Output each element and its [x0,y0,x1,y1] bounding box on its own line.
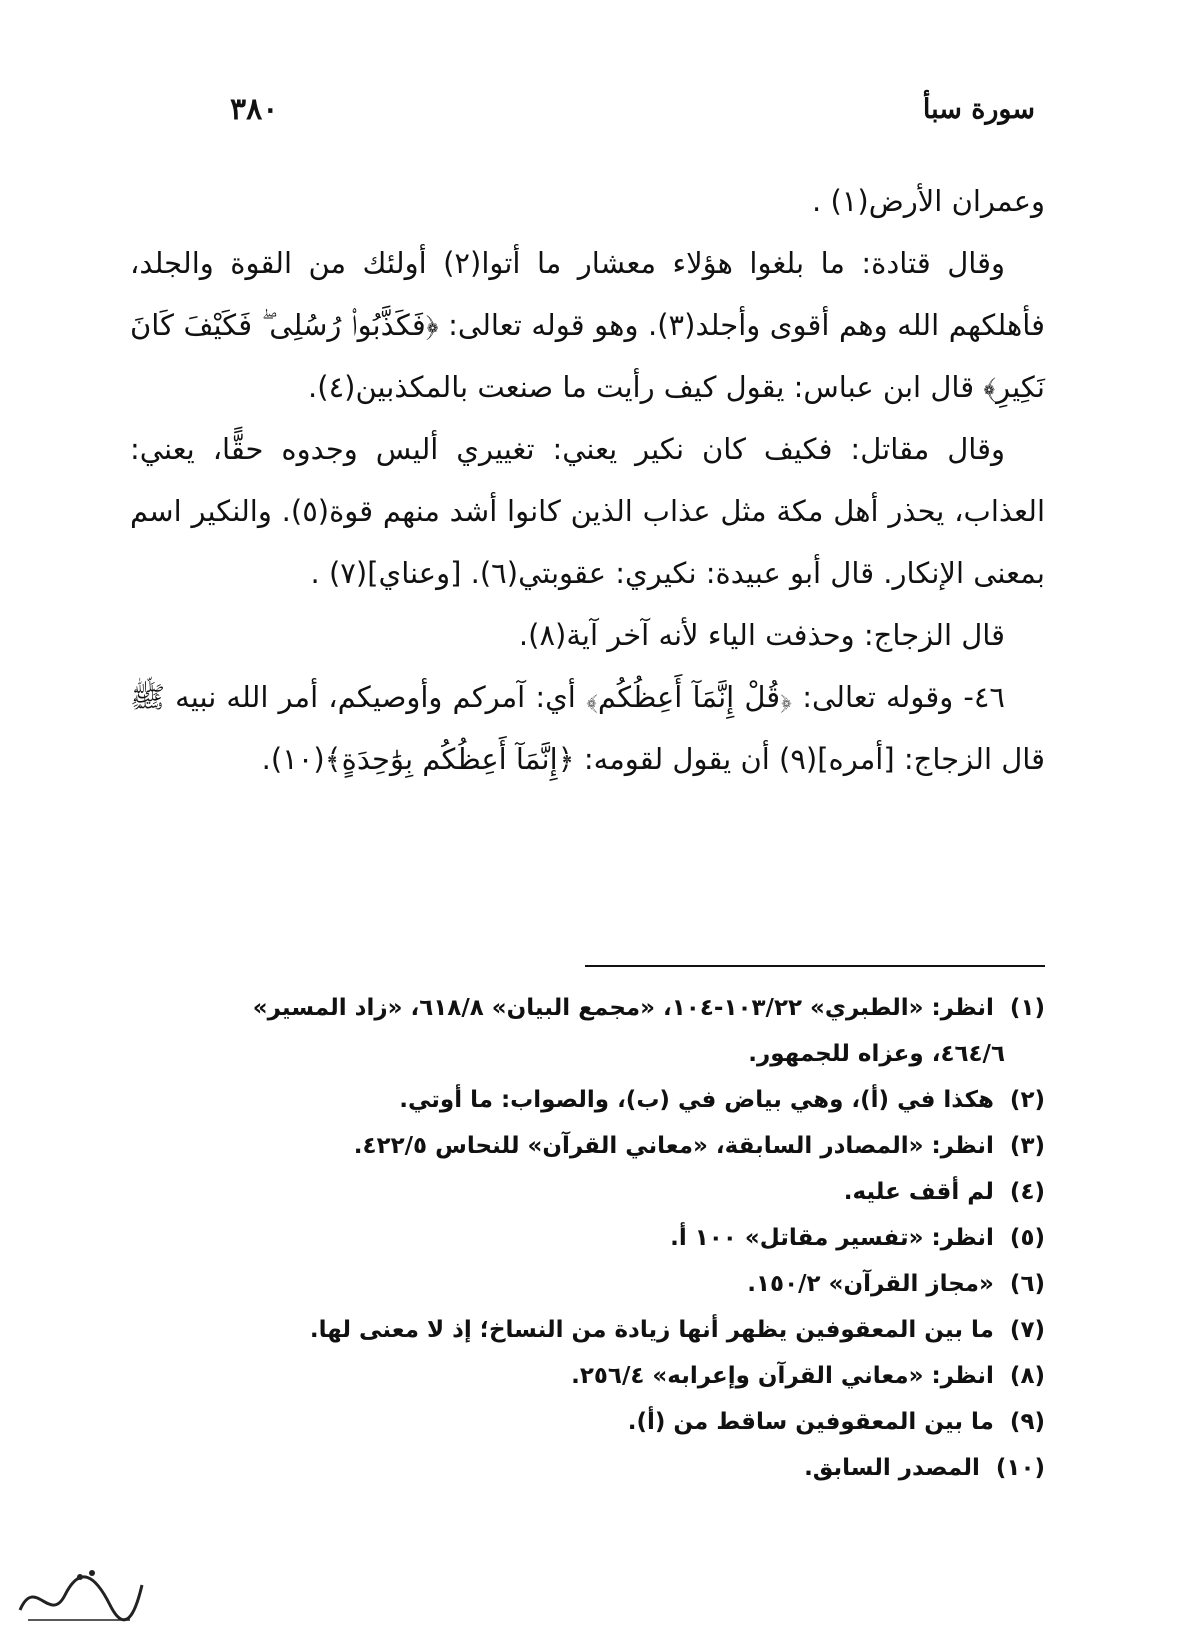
surah-title: سورة سبأ [922,94,1035,125]
footnote-number: (٣) [1009,1133,1045,1159]
footnote [130,1077,1045,1123]
footnote-text: انظر: «المصادر السابقة، «معاني القرآن» للنحاس ٤٢٢/٥. [353,1133,994,1159]
footnote-number: (٤) [1009,1179,1045,1205]
footnote-text: ما بين المعقوفين ساقط من (أ). [627,1409,994,1435]
footnote-number: (١) [1009,995,1045,1021]
paragraph: وعمران الأرض(١) . [812,184,1045,218]
footnote [130,1445,1045,1491]
footnote-text: انظر: «الطبري» ١٠٣/٢٢-١٠٤، «مجمع البيان» ٦١٨/٨، «زاد المسير» [252,995,994,1021]
footnote [130,1215,1045,1261]
footnote-text: ما بين المعقوفين يظهر أنها زيادة من النساخ؛ إذ لا معنى لها. [309,1317,994,1343]
footnote [130,1123,1045,1169]
paragraph: قال الزجاج: وحذفت الياء لأنه آخر آية(٨). [518,618,1005,652]
footnote-number: (١٠) [995,1455,1045,1481]
footnote-separator [585,965,1045,967]
footnote-number: (٢) [1009,1087,1045,1113]
footnote-number: (٥) [1009,1225,1045,1251]
footnote-text: لم أقف عليه. [843,1179,994,1205]
footnotes [130,985,1045,1491]
footnote-text: المصدر السابق. [804,1455,980,1481]
paragraph: وقال قتادة: ما بلغوا هؤلاء معشار ما أتوا(٢) أولئك من القوة والجلد، فأهلكهم الله وهم أقوى وأجلد(٣). وهو قوله تعالى: ﴿فَكَذَّبُوا۟ رُسُلِى ۖ فَكَيْفَ كَانَ نَكِيرِ﴾ قال ابن عباس: يقول كيف رأيت ما صنعت بالمكذبين(٤). [130,246,1046,404]
footnote-number: (٩) [1009,1409,1045,1435]
footnote-number: (٦) [1009,1271,1045,1297]
footnote-number: (٧) [1009,1317,1045,1343]
footnote-text: انظر: «معاني القرآن وإعرابه» ٢٥٦/٤. [571,1363,994,1389]
main-text [130,170,1045,790]
footnote-text-continued: ٤٦٤/٦، وعزاه للجمهور. [748,1041,1005,1067]
paragraph: ٤٦- وقوله تعالى: ﴿قُلْ إِنَّمَآ أَعِظُكُم﴾ أي: آمركم وأوصيكم، أمر الله نبيه ﷺ قال الزجاج: [أمره](٩) أن يقول لقومه: ﴿إِنَّمَآ أَعِظُكُم بِوَٰحِدَةٍ﴾(١٠). [130,680,1045,776]
watermark-logo [10,1555,150,1635]
footnote [130,1169,1045,1215]
page-number: ٣٨٠ [230,92,279,127]
page-header [230,92,1035,138]
footnote [130,1399,1045,1445]
footnote-number: (٨) [1009,1363,1045,1389]
footnote-text: انظر: «تفسير مقاتل» ١٠٠ أ. [670,1225,994,1251]
footnote [130,1353,1045,1399]
footnote-text: «مجاز القرآن» ١٥٠/٢. [747,1271,994,1297]
footnote [130,985,1045,1077]
footnote [130,1261,1045,1307]
paragraph: وقال مقاتل: فكيف كان نكير يعني: تغييري أليس وجدوه حقًّا، يعني: العذاب، يحذر أهل مكة مثل عذاب الذين كانوا أشد منهم قوة(٥). والنكير اسم بمعنى الإنكار. قال أبو عبيدة: نكيري: عقوبتي(٦). [وعناي](٧) . [130,432,1045,590]
footnote [130,1307,1045,1353]
footnote-text: هكذا في (أ)، وهي بياض في (ب)، والصواب: ما أوتي. [399,1087,994,1113]
